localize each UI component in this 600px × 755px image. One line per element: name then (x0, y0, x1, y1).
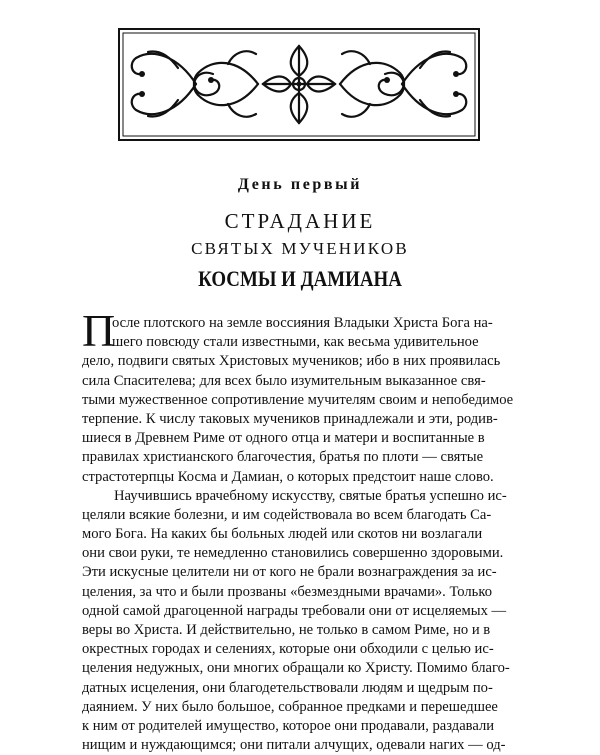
text-line: тыми мужественное сопротивление мучителям своим и непобедимое (82, 391, 514, 408)
text-line: целяли всякие болезни, и им содействовала во всем благодать Са- (82, 506, 492, 523)
text-line: Эти искусные целители ни от кого не брали вознаграждения за ис- (82, 564, 497, 581)
text-line: Научившись врачебному искусству, святые братья успешно ис- (114, 487, 507, 504)
text-line: терпение. К числу таковых мучеников принадлежали и эти, родив- (82, 410, 498, 427)
text-line: страстотерпцы Косма и Дамиан, о которых предстоит наше слово. (82, 468, 494, 485)
body-text (82, 314, 519, 755)
text-line: нищим и нуждающимся; они питали алчущих, одевали нагих — од- (82, 737, 506, 754)
text-line: к ним от родителей имущество, которое они продавали, раздавали (82, 717, 495, 734)
text-line: целения, за что и были прозваны «безмездными врачами». Только (82, 583, 492, 600)
text-line: дело, подвиги святых Христовых мучеников; ибо в них проявилась (82, 353, 501, 370)
text-line: одной самой драгоценной награды требовали они от исцеляемых — (82, 602, 507, 619)
text-line: осле плотского на земле воссияния Владыки Христа Бога на- (112, 315, 493, 331)
title-line-1: СТРАДАНИЕ (224, 209, 376, 233)
text-line: целения недужных, они многих обращали ко Христу. Помимо благо- (82, 660, 510, 677)
text-line: сила Спасителева; для всех было изумительным выказанное свя- (82, 372, 486, 389)
text-line: шиеся в Древнем Риме от одного отца и матери и воспитанные в (82, 430, 485, 447)
floral-ornament-icon (118, 28, 480, 141)
text-line: датных исцеления, они благодетельствовали людям и щедрым по- (82, 679, 493, 696)
drop-cap: П (82, 305, 116, 356)
text-line: мого Бога. На каких бы больных людей или скотов ни возлагали (82, 526, 483, 543)
text-line: даянием. У них было большое, собранное предками и перешедшее (82, 698, 498, 715)
text-line: они свои руки, те немедленно становились совершенно здоровыми. (82, 545, 504, 562)
text-line: правилах христианского благочестия, братья по плоти — святые (82, 449, 484, 466)
text-line: шего повсюду стали известными, как весьма удивительное (112, 334, 479, 351)
text-line: окрестных городах и селениях, которые они обходили с целью ис- (82, 641, 494, 658)
title-line-3: КОСМЫ И ДАМИАНА (198, 266, 402, 291)
day-heading: День первый (237, 176, 363, 193)
text-line: веры во Христа. И действительно, не только в самом Риме, но и в (82, 622, 491, 638)
title-line-2: СВЯТЫХ МУЧЕНИКОВ (191, 239, 409, 258)
